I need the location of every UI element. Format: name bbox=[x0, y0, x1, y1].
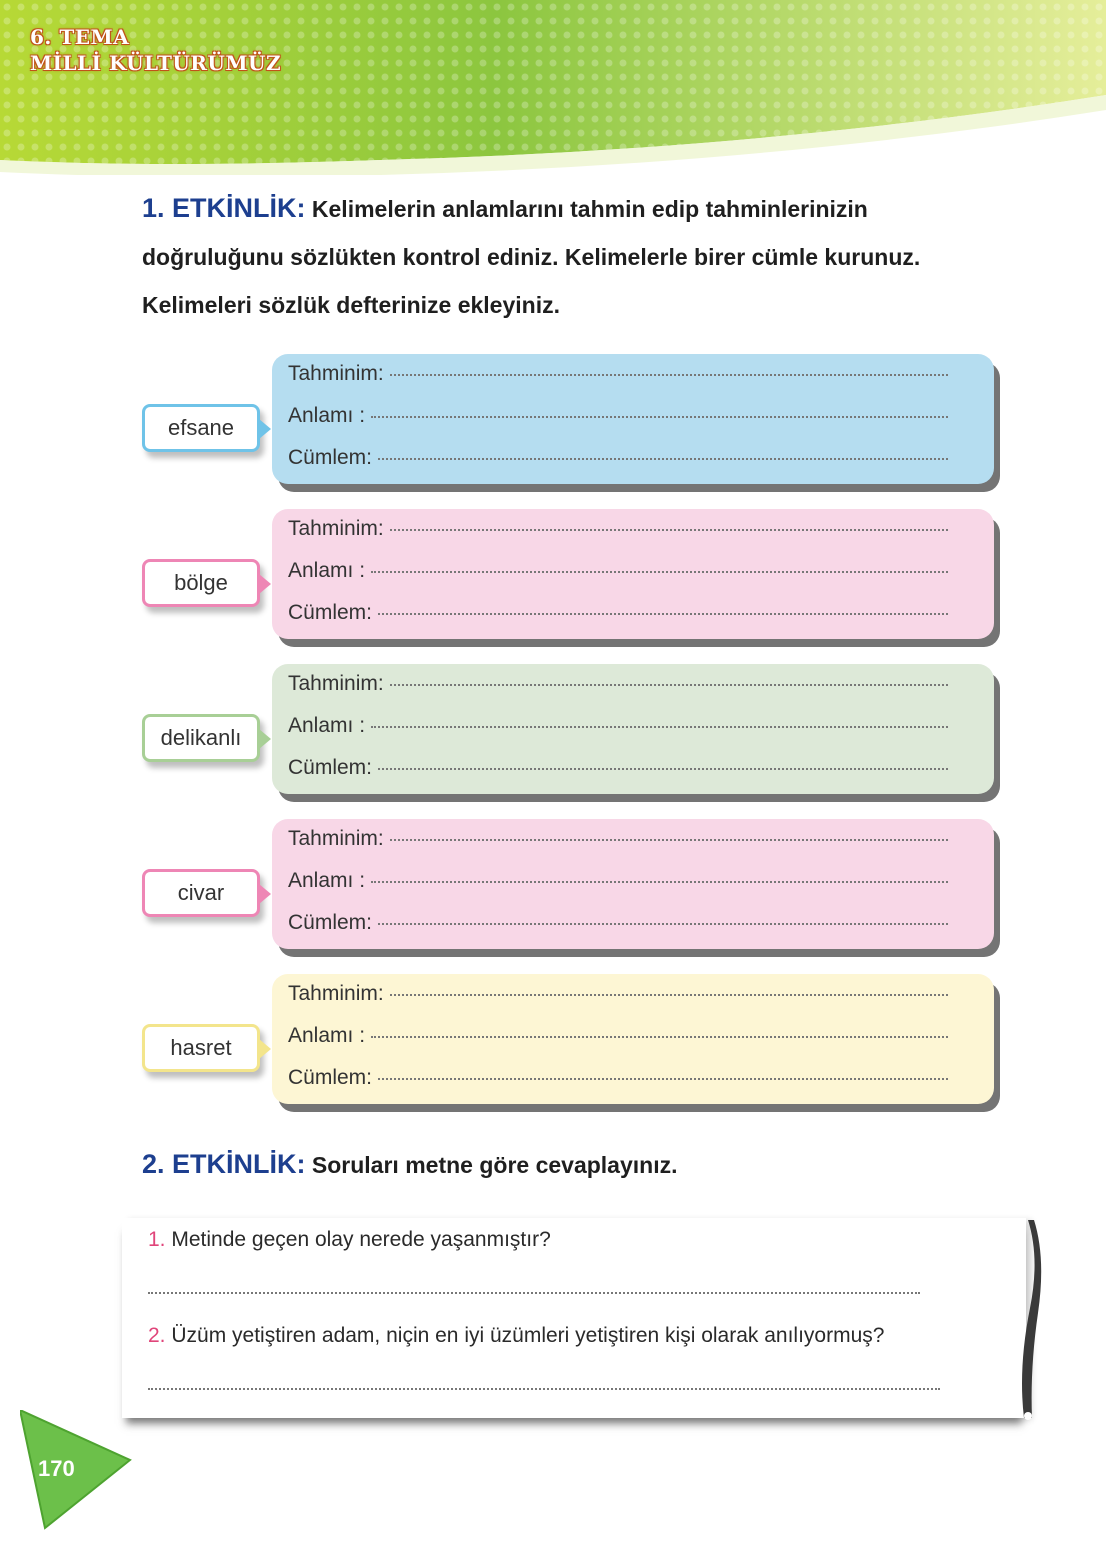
meaning-field-label: Anlamı : bbox=[288, 869, 366, 892]
questions-panel bbox=[122, 1218, 1026, 1418]
question-1-number: 1. bbox=[148, 1228, 166, 1251]
guess-field-label: Tahminim: bbox=[288, 517, 384, 540]
definition-card bbox=[272, 664, 994, 794]
sentence-field[interactable] bbox=[288, 756, 948, 780]
sentence-field[interactable] bbox=[288, 601, 948, 625]
meaning-field-label: Anlamı : bbox=[288, 404, 366, 427]
sentence-field-dotted-line[interactable] bbox=[378, 768, 948, 770]
activity-2-heading bbox=[142, 1140, 1002, 1189]
definition-card bbox=[272, 819, 994, 949]
guess-field-dotted-line[interactable] bbox=[390, 994, 948, 996]
paper-curl-decoration bbox=[1010, 1218, 1050, 1428]
question-2-text: Üzüm yetiştiren adam, niçin en iyi üzümleri yetiştiren kişi olarak anılıyormuş? bbox=[171, 1324, 885, 1347]
sentence-field-label: Cümlem: bbox=[288, 911, 373, 934]
meaning-field[interactable] bbox=[288, 1024, 948, 1048]
sentence-field[interactable] bbox=[288, 446, 948, 470]
answer-line-1[interactable] bbox=[148, 1292, 920, 1294]
guess-field[interactable] bbox=[288, 672, 948, 696]
sentence-field-label: Cümlem: bbox=[288, 756, 373, 779]
theme-header-banner bbox=[0, 0, 1106, 175]
arrow-tip-icon bbox=[259, 884, 271, 904]
vocabulary-row-5 bbox=[0, 974, 1106, 1114]
meaning-field-label: Anlamı : bbox=[288, 1024, 366, 1047]
vocabulary-row-4 bbox=[0, 819, 1106, 959]
definition-card bbox=[272, 509, 994, 639]
definition-card bbox=[272, 354, 994, 484]
word-tag bbox=[142, 869, 260, 917]
sentence-field-label: Cümlem: bbox=[288, 1066, 373, 1089]
word-label: delikanlı bbox=[160, 725, 242, 750]
sentence-field-label: Cümlem: bbox=[288, 601, 373, 624]
question-1 bbox=[148, 1228, 551, 1252]
meaning-field-dotted-line[interactable] bbox=[371, 571, 948, 573]
activity-2-instruction: Soruları metne göre cevaplayınız. bbox=[311, 1152, 678, 1178]
question-2-number: 2. bbox=[148, 1324, 166, 1347]
meaning-field-dotted-line[interactable] bbox=[371, 881, 948, 883]
word-tag bbox=[142, 1024, 260, 1072]
meaning-field-dotted-line[interactable] bbox=[371, 1036, 948, 1038]
word-label: bölge bbox=[174, 570, 228, 595]
arrow-tip-icon bbox=[259, 729, 271, 749]
sentence-field-dotted-line[interactable] bbox=[378, 923, 948, 925]
vocabulary-row-1 bbox=[0, 354, 1106, 494]
page-number: 170 bbox=[38, 1456, 75, 1481]
guess-field-label: Tahminim: bbox=[288, 672, 384, 695]
guess-field-dotted-line[interactable] bbox=[390, 529, 948, 531]
meaning-field-label: Anlamı : bbox=[288, 714, 366, 737]
arrow-tip-icon bbox=[259, 574, 271, 594]
sentence-field[interactable] bbox=[288, 911, 948, 935]
guess-field[interactable] bbox=[288, 517, 948, 541]
activity-2-label: 2. ETKİNLİK: bbox=[142, 1149, 306, 1179]
word-label: efsane bbox=[167, 415, 235, 440]
question-1-text: Metinde geçen olay nerede yaşanmıştır? bbox=[171, 1228, 551, 1251]
sentence-field-dotted-line[interactable] bbox=[378, 613, 948, 615]
question-2 bbox=[148, 1324, 884, 1348]
meaning-field[interactable] bbox=[288, 404, 948, 428]
word-tag bbox=[142, 714, 260, 762]
meaning-field-dotted-line[interactable] bbox=[371, 416, 948, 418]
vocabulary-row-3 bbox=[0, 664, 1106, 804]
guess-field-dotted-line[interactable] bbox=[390, 374, 948, 376]
theme-name: MİLLİ KÜLTÜRÜMÜZ bbox=[30, 51, 282, 75]
guess-field-label: Tahminim: bbox=[288, 982, 384, 1005]
guess-field-dotted-line[interactable] bbox=[390, 684, 948, 686]
guess-field[interactable] bbox=[288, 982, 948, 1006]
activity-1-heading bbox=[142, 184, 1002, 329]
activity-1-instruction: Kelimelerin anlamlarını tahmin edip tahminlerinizin doğruluğunu sözlükten kontrol ediniz. Kelimelerle birer cümle kurunuz. Kelimeleri sözlük defterinize ekleyiniz. bbox=[142, 196, 921, 318]
guess-field[interactable] bbox=[288, 827, 948, 851]
theme-title bbox=[30, 24, 281, 76]
word-label: civar bbox=[177, 880, 225, 905]
activity-1-label: 1. ETKİNLİK: bbox=[142, 193, 306, 223]
sentence-field-dotted-line[interactable] bbox=[378, 1078, 948, 1080]
sentence-field-label: Cümlem: bbox=[288, 446, 373, 469]
guess-field-dotted-line[interactable] bbox=[390, 839, 948, 841]
guess-field-label: Tahminim: bbox=[288, 362, 384, 385]
arrow-tip-icon bbox=[259, 419, 271, 439]
guess-field-label: Tahminim: bbox=[288, 827, 384, 850]
sentence-field-dotted-line[interactable] bbox=[378, 458, 948, 460]
meaning-field[interactable] bbox=[288, 714, 948, 738]
meaning-field-dotted-line[interactable] bbox=[371, 726, 948, 728]
word-tag bbox=[142, 404, 260, 452]
guess-field[interactable] bbox=[288, 362, 948, 386]
meaning-field-label: Anlamı : bbox=[288, 559, 366, 582]
vocabulary-row-2 bbox=[0, 509, 1106, 649]
meaning-field[interactable] bbox=[288, 559, 948, 583]
word-tag bbox=[142, 559, 260, 607]
definition-card bbox=[272, 974, 994, 1104]
word-label: hasret bbox=[170, 1035, 232, 1060]
answer-line-2[interactable] bbox=[148, 1388, 940, 1390]
sentence-field[interactable] bbox=[288, 1066, 948, 1090]
arrow-tip-icon bbox=[259, 1039, 271, 1059]
theme-number: 6. TEMA bbox=[30, 25, 130, 49]
meaning-field[interactable] bbox=[288, 869, 948, 893]
